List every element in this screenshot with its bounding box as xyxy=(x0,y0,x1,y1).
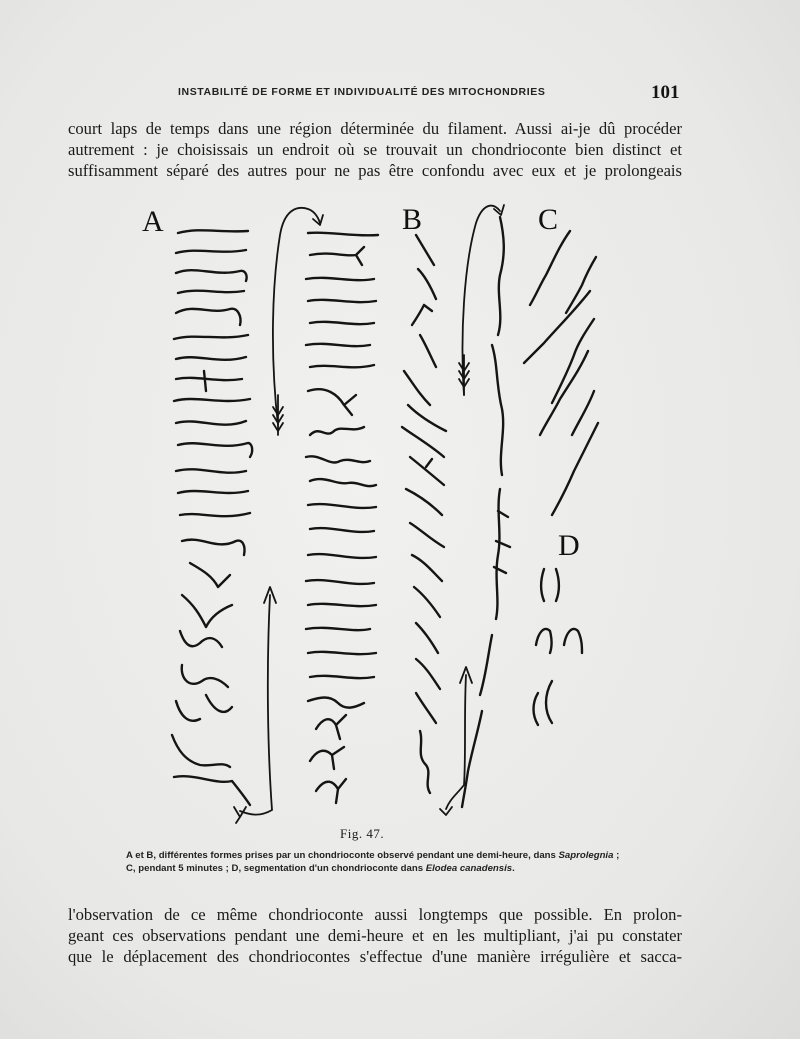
text-line: que le déplacement des chondriocontes s'effectue d'une manière irrégulière et sacca- xyxy=(68,947,682,966)
panel-label-c: C xyxy=(538,203,559,236)
column-b3-filaments xyxy=(462,217,510,807)
running-head: INSTABILITÉ DE FORME ET INDIVIDUALITÉ DES MITOCHONDRIES xyxy=(178,86,546,98)
figure-number: Fig. 47. xyxy=(340,826,385,841)
figure-caption xyxy=(126,850,626,875)
column-b-filaments xyxy=(306,233,378,803)
text-line: suffisamment séparé des autres pour ne pas être confondu avec eux et je prolongeais xyxy=(68,161,682,180)
page-number: 101 xyxy=(651,82,680,103)
text-line: geant ces observations pendant une demi-heure et en les multipliant, j'ai pu constater xyxy=(68,926,682,945)
paragraph-bottom xyxy=(68,904,682,967)
caption-text: . xyxy=(512,862,515,874)
caption-species: Elodea canadensis xyxy=(425,862,513,874)
arrow-b xyxy=(440,205,504,815)
arrow-a-up xyxy=(234,587,276,823)
text-line: l'observation de ce même chondrioconte aussi longtemps que possible. En prolon- xyxy=(68,905,682,924)
caption-text: A et B, différentes formes prises par un chondrioconte observé pendant une demi-heure, dans xyxy=(126,850,559,861)
panel-label-a: A xyxy=(142,205,164,238)
column-c-filaments xyxy=(524,231,598,515)
panel-label-d: D xyxy=(558,529,580,562)
paragraph-top xyxy=(68,118,682,181)
caption-species: Saprolegnia xyxy=(558,850,614,861)
panel-label-b: B xyxy=(402,203,423,236)
text-line: autrement : je choisissais un endroit où se trouvait un chondrioconte bien distinct et xyxy=(68,140,682,159)
text-line: court laps de temps dans une région déterminée du filament. Aussi ai-je dû procéder xyxy=(68,119,682,138)
column-b2-filaments xyxy=(402,235,446,793)
figure-47-drawing xyxy=(120,195,620,825)
column-a-filaments xyxy=(172,230,252,805)
column-d-segments xyxy=(534,569,583,725)
caption-text: ; C, pendant 5 minutes ; D, segmentation d'un chondrioconte dans xyxy=(126,850,620,874)
